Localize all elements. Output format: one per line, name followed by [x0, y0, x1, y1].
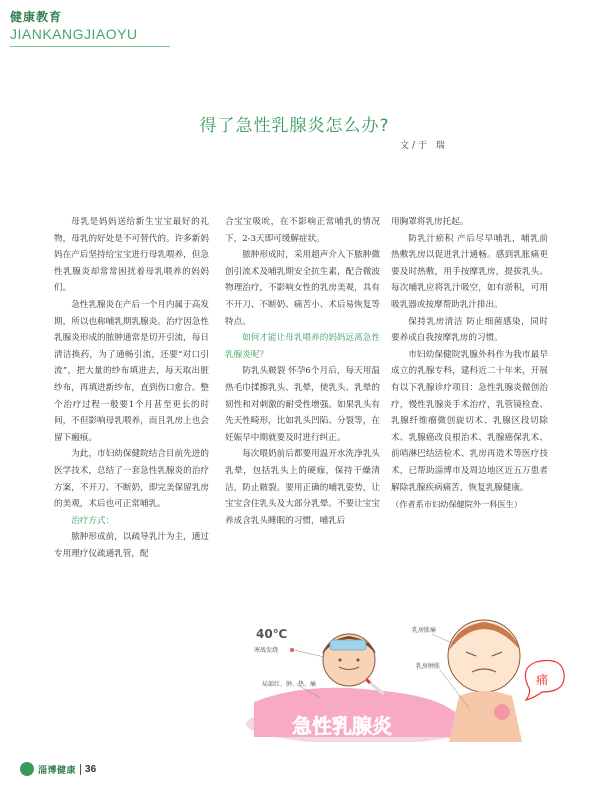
subheading-prevention: 如何才能让母乳喂养的妈妈远离急性乳腺炎呢？: [225, 333, 380, 360]
illustration-caption: 急性乳腺炎: [292, 714, 392, 738]
section-title-en: JIANKANGJIAOYU: [10, 26, 138, 42]
column-3: [391, 214, 548, 513]
page-footer: [20, 762, 96, 776]
page-number: 36: [85, 763, 97, 775]
section-title-cn: 健康教育: [10, 10, 63, 24]
paragraph: 脓肿形成前，以疏导乳汁为主，通过专用理疗仪疏通乳管，配: [54, 532, 209, 559]
subheading-treatment: 治疗方式：: [71, 515, 115, 526]
author-note: （作者系市妇幼保健院外一科医生）: [391, 499, 523, 510]
temperature-label: 40℃: [256, 627, 288, 641]
column-2: [225, 214, 380, 529]
paragraph: 每次喂奶前后都要用温开水洗净乳头乳晕，包括乳头上的硬痂，保持干燥清洁，防止皲裂。要用正确的哺乳姿势，让宝宝含住乳头及大部分乳晕。不要让宝宝养成含乳头睡眠的习惯，哺乳后: [225, 449, 380, 526]
paragraph: 防乳汁瘀积 产后尽早哺乳，哺乳前热敷乳房以促进乳汁通畅。感到乳胀痛更要及时热敷，用手按摩乳房，提拔乳头。每次哺乳应将乳汁吸空，如有淤积，可用吸乳器或按摩帮助乳汁排出。: [391, 233, 548, 310]
paragraph: 防乳头皲裂 怀孕6个月后，每天用温热毛巾揉擦乳头、乳晕，使乳头、乳晕的韧性和对刺激的耐受性增强。如果乳头有先天性畸形，比如乳头凹陷、分裂等，在妊娠早中期就要及时进行纠正。: [225, 366, 380, 443]
mastitis-illustration: [244, 612, 580, 742]
pain-label: 痛: [536, 673, 549, 687]
woman-in-pain-face: [448, 620, 520, 692]
column-1: [54, 214, 209, 562]
paragraph: 为此，市妇幼保健院结合目前先进的医学技术，总结了一套急性乳腺炎的治疗方案，不开刀、不断奶，即完美保留乳房的美观，术后也可正常哺乳。: [54, 449, 209, 510]
paragraph: 合宝宝吸吮，在不影响正常哺乳的情况下，2-3天即可缓解症状。: [225, 217, 380, 244]
paragraph: 急性乳腺炎在产后一个月内属于高发期，所以也称哺乳期乳腺炎。治疗因急性乳腺炎形成的脓肿通常是切开引流，每日清洁换药，为了通畅引流，还要“对口引流”，把大量的纱布填进去，每天取出脏纱布，再填进新纱布，直到伤口愈合。整个治疗过程一般要1个月甚至更长的时间，不但影响母乳喂养，而且乳房上也会留下瘢痕。: [54, 299, 209, 443]
label-chills: 寒战发烧: [254, 647, 279, 654]
paragraph: 母乳是妈妈送给新生宝宝最好的礼物，母乳的好处是不可替代的。许多新妈妈在产后坚持给宝宝进行母乳喂养，但急性乳腺炎却常常困扰着母乳喂养的妈妈们。: [54, 217, 209, 294]
paragraph: 保持乳房清洁 防止细菌感染，同时要养成自我按摩乳房的习惯。: [391, 316, 548, 344]
label-breast-swelling: 乳房肿胀: [416, 663, 441, 670]
article-author: 文/于 瑞: [400, 141, 448, 151]
paragraph: 用胸罩将乳房托起。: [391, 217, 469, 227]
journal-logo-icon: [20, 762, 34, 776]
ice-pack-icon: [330, 640, 366, 650]
label-local-symptoms: 局部红、肿、热、痛: [262, 681, 317, 688]
paragraph: 市妇幼保健院乳腺外科作为我市最早成立的乳腺专科，建科近二十年来，开展有以下乳腺诊疗项目：急性乳腺炎微创治疗，慢性乳腺炎手术治疗，乳管镜检查、乳腺纤维瘤微创旋切术、乳腺区段切除术、乳腺癌改良根治术、乳腺癌保乳术、前哨淋巴结活检术、乳房再造术等医疗技术，已帮助淄博市及周边地区近五万患者解除乳腺疾病痛苦，恢复乳腺健康。: [391, 349, 548, 493]
footer-divider: [80, 764, 81, 775]
header-divider: [10, 46, 170, 47]
section-header: [10, 8, 138, 42]
article-title: 得了急性乳腺炎怎么办?: [199, 116, 390, 136]
paragraph: 脓肿形成时，采用超声介入下脓肿微创引流术及哺乳期安全抗生素，配合微波物理治疗，不影响女性的乳房美观，具有不开刀、不断奶、痛苦小、术后易恢复等特点。: [225, 250, 380, 327]
journal-name: 淄博健康: [38, 765, 77, 776]
label-breast-pain: 乳房胀痛: [412, 627, 437, 634]
